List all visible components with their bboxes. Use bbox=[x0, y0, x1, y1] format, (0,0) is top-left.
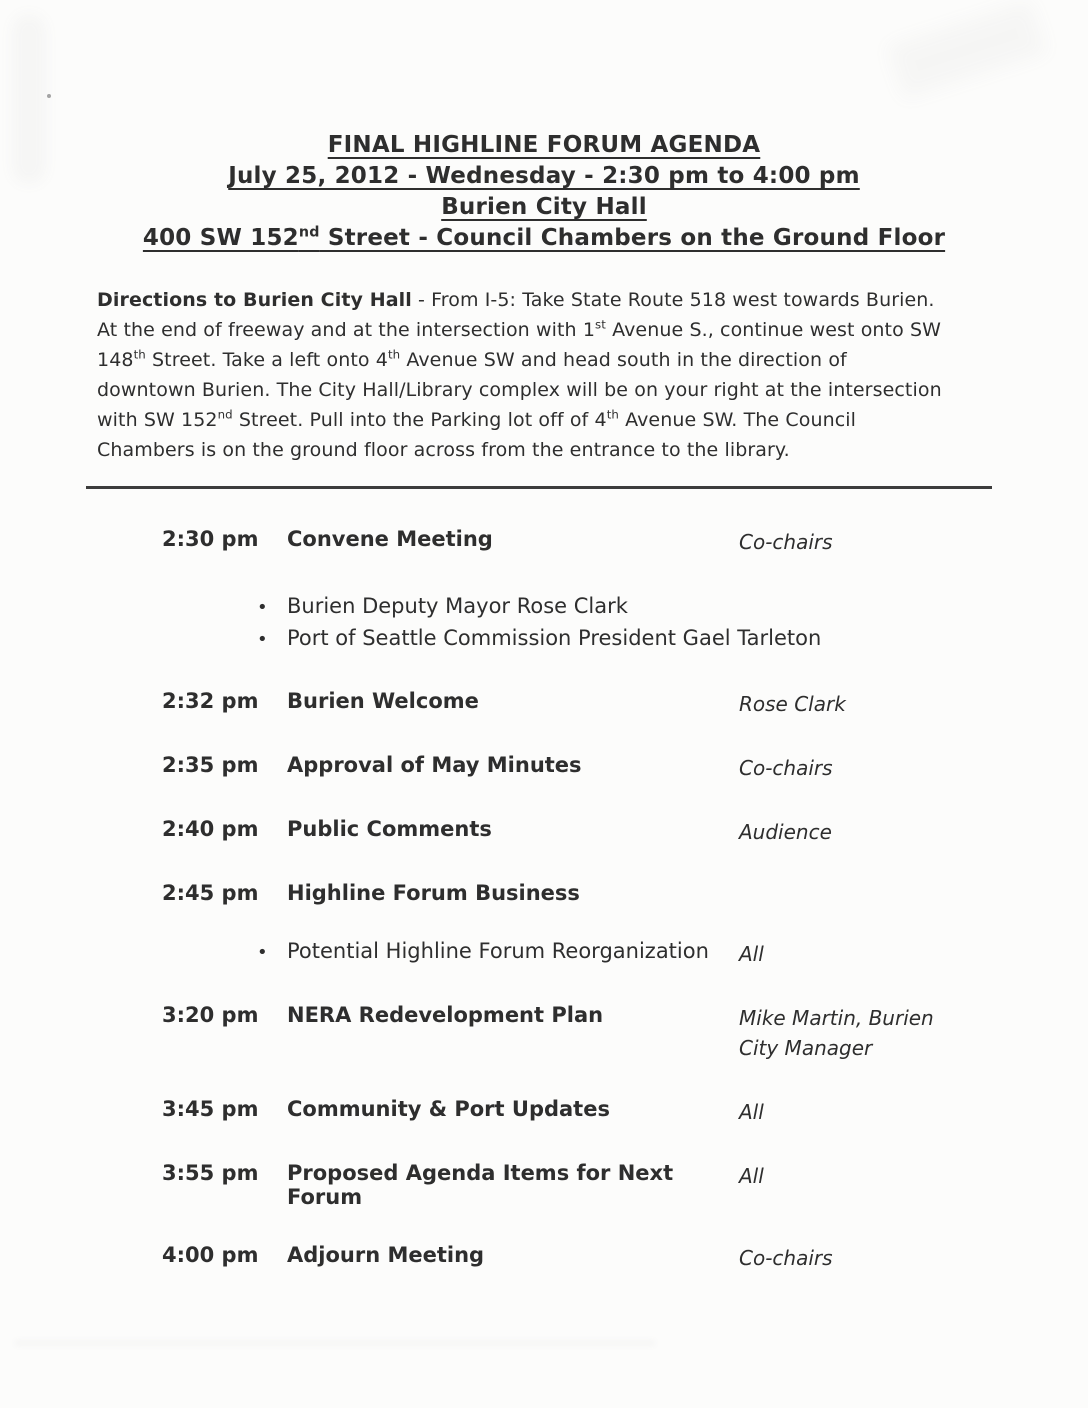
agenda-topic: Convene Meeting bbox=[287, 527, 493, 551]
agenda-speaker: All bbox=[739, 1164, 764, 1188]
text-segment: Street - Council Chambers on the Ground Floor bbox=[319, 225, 946, 251]
agenda-speaker: Co-chairs bbox=[739, 1246, 833, 1270]
superscript-ordinal: st bbox=[595, 317, 606, 332]
agenda-speaker: Audience bbox=[739, 820, 832, 844]
document-header bbox=[0, 0, 1088, 254]
text-segment: Avenue S., continue west onto SW bbox=[605, 319, 942, 341]
text-segment: Chambers is on the ground floor across from the entrance to the library. bbox=[97, 439, 790, 461]
agenda-row bbox=[162, 1003, 1048, 1063]
agenda-topic: Community & Port Updates bbox=[287, 1097, 610, 1121]
agenda-row bbox=[162, 1243, 1048, 1273]
superscript-ordinal: th bbox=[133, 347, 146, 362]
agenda-speaker: All bbox=[739, 1100, 764, 1124]
text-segment: downtown Burien. The City Hall/Library complex will be on your right at the intersection bbox=[97, 379, 942, 401]
directions-paragraph bbox=[97, 285, 990, 465]
document-datetime-line bbox=[0, 161, 1088, 192]
agenda-topic: Adjourn Meeting bbox=[287, 1243, 485, 1267]
agenda-time: 2:35 pm bbox=[162, 753, 259, 777]
superscript-ordinal: nd bbox=[298, 224, 320, 241]
scan-streak-bottom bbox=[15, 1340, 655, 1346]
agenda-time: 2:45 pm bbox=[162, 881, 259, 905]
document-title: FINAL HIGHLINE FORUM AGENDA bbox=[327, 132, 761, 158]
agenda-row bbox=[162, 881, 1048, 905]
agenda-topic: Highline Forum Business bbox=[287, 881, 580, 905]
agenda-bullet-item bbox=[257, 591, 1048, 623]
document-address-line bbox=[0, 223, 1088, 254]
text-segment: 400 SW 152 bbox=[142, 225, 299, 251]
bullet-icon: • bbox=[257, 942, 268, 963]
bullet-icon: • bbox=[257, 629, 268, 650]
agenda-time: 2:40 pm bbox=[162, 817, 259, 841]
text-segment: with SW 152 bbox=[97, 409, 218, 431]
text-segment: Avenue SW. The Council bbox=[618, 409, 857, 431]
agenda-speaker: All bbox=[739, 942, 764, 966]
section-divider bbox=[86, 486, 992, 489]
agenda-topic: NERA Redevelopment Plan bbox=[287, 1003, 604, 1027]
agenda-time: 3:45 pm bbox=[162, 1097, 259, 1121]
agenda-row bbox=[162, 1097, 1048, 1127]
text-segment: - From I-5: Take State Route 518 west towards Burien. bbox=[411, 289, 935, 311]
superscript-ordinal: nd bbox=[217, 407, 233, 422]
agenda-topic: Public Comments bbox=[287, 817, 492, 841]
superscript-ordinal: th bbox=[606, 407, 619, 422]
document-title-line bbox=[0, 130, 1088, 161]
agenda-topic: Proposed Agenda Items for Next Forum bbox=[287, 1161, 674, 1209]
agenda-bullet-list bbox=[257, 591, 1048, 655]
agenda-time: 4:00 pm bbox=[162, 1243, 259, 1267]
agenda-bullet-text: Burien Deputy Mayor Rose Clark bbox=[287, 594, 628, 618]
text-segment: Street. Take a left onto 4 bbox=[145, 349, 388, 371]
document-datetime: July 25, 2012 - Wednesday - 2:30 pm to 4:00 pm bbox=[228, 163, 860, 189]
document-venue: Burien City Hall bbox=[441, 194, 647, 220]
agenda-speaker: Mike Martin, Burien City Manager bbox=[739, 1006, 934, 1060]
agenda-speaker: Co-chairs bbox=[739, 756, 833, 780]
text-segment: Avenue SW and head south in the direction of bbox=[400, 349, 847, 371]
agenda-row bbox=[162, 817, 1048, 847]
agenda-bullet-text: Port of Seattle Commission President Gael Tarleton bbox=[287, 626, 822, 650]
agenda-topic: Burien Welcome bbox=[287, 689, 479, 713]
agenda-bullet-item bbox=[257, 623, 1048, 655]
agenda-time: 2:32 pm bbox=[162, 689, 259, 713]
agenda-time: 2:30 pm bbox=[162, 527, 259, 551]
agenda-speaker: Co-chairs bbox=[739, 530, 833, 554]
text-segment: 148 bbox=[97, 349, 134, 371]
agenda-topic: Approval of May Minutes bbox=[287, 753, 582, 777]
agenda-row bbox=[162, 1161, 1048, 1209]
agenda-list bbox=[162, 527, 1048, 1273]
text-segment: Street. Pull into the Parking lot off of 4 bbox=[232, 409, 607, 431]
agenda-row bbox=[162, 527, 1048, 557]
agenda-speaker: Rose Clark bbox=[739, 692, 846, 716]
agenda-row bbox=[162, 689, 1048, 719]
text-segment: Directions to Burien City Hall bbox=[97, 289, 412, 311]
agenda-row bbox=[162, 753, 1048, 783]
agenda-time: 3:55 pm bbox=[162, 1161, 259, 1185]
agenda-bullet-text: Potential Highline Forum Reorganization bbox=[287, 939, 709, 963]
text-segment: At the end of freeway and at the intersection with 1 bbox=[97, 319, 596, 341]
bullet-icon: • bbox=[257, 597, 268, 618]
superscript-ordinal: th bbox=[387, 347, 401, 362]
agenda-time: 3:20 pm bbox=[162, 1003, 259, 1027]
agenda-sub-row bbox=[162, 939, 1048, 969]
document-venue-line bbox=[0, 192, 1088, 223]
document-address bbox=[143, 225, 945, 251]
agenda-bullet-item bbox=[257, 939, 739, 963]
